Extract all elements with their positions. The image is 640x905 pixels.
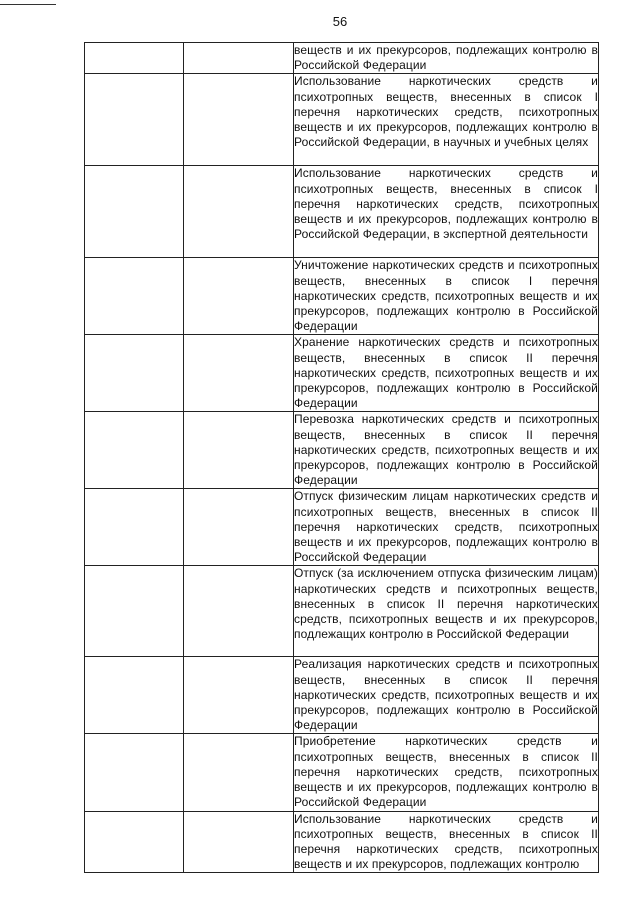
empty-cell [85, 566, 184, 657]
empty-cell [85, 43, 184, 74]
table-row [85, 734, 599, 811]
activity-description: Перевозка наркотических средств и психотропных веществ, внесенных в список II перечня наркотических средств, психотропных веществ и их прекурсоров, подлежащих контролю в Российской Федерации [294, 412, 598, 488]
empty-cell [85, 412, 184, 489]
activity-description: Реализация наркотических средств и психотропных веществ, внесенных в список II перечня наркотических средств, психотропных веществ и их прекурсоров, подлежащих контролю в Российской Федерации [294, 657, 598, 733]
empty-cell [184, 412, 294, 489]
empty-cell [184, 74, 294, 166]
activity-description: Использование наркотических средств и психотропных веществ, внесенных в список I перечня наркотических средств, психотропных веществ и их прекурсоров, подлежащих контролю в Российской Федерации, в научных и учебных целях [294, 74, 599, 166]
empty-cell [85, 166, 184, 258]
activity-description: Уничтожение наркотических средств и психотропных веществ, внесенных в список I перечня наркотических средств, психотропных веществ и их прекурсоров, подлежащих контролю в Российской Федерации [294, 258, 598, 334]
table-row [85, 258, 599, 335]
activity-description: Хранение наркотических средств и психотропных веществ, внесенных в список II перечня наркотических средств, психотропных веществ и их прекурсоров, подлежащих контролю в Российской Федерации [294, 335, 598, 411]
activity-description: Приобретение наркотических средств и психотропных веществ, внесенных в список II перечня наркотических средств, психотропных веществ и их прекурсоров, подлежащих контролю в Российской Федерации [294, 734, 598, 810]
table-row [85, 566, 599, 657]
empty-cell [85, 811, 184, 873]
table-row [85, 335, 599, 412]
table-row [85, 43, 599, 74]
empty-cell [184, 489, 294, 566]
empty-cell [184, 166, 294, 258]
empty-cell [184, 335, 294, 412]
activity-description: Отпуск физическим лицам наркотических средств и психотропных веществ, внесенных в список II перечня наркотических средств, психотропных веществ и их прекурсоров, подлежащих контролю в Российской Федерации [294, 489, 598, 565]
empty-cell [184, 566, 294, 657]
table-row [85, 74, 599, 166]
empty-cell [85, 489, 184, 566]
table-row [85, 166, 599, 258]
table-row [85, 811, 599, 873]
corner-mark [0, 4, 56, 5]
activity-description: Использование наркотических средств и психотропных веществ, внесенных в список I перечня наркотических средств, психотропных веществ и их прекурсоров, подлежащих контролю в Российской Федерации, в экспертной деятельности [294, 166, 599, 258]
page-number: 56 [332, 14, 348, 29]
activity-table [84, 42, 599, 873]
empty-cell [85, 657, 184, 734]
empty-cell [184, 43, 294, 74]
table-row [85, 489, 599, 566]
activity-description: веществ и их прекурсоров, подлежащих контролю в Российской Федерации [294, 43, 598, 73]
empty-cell [85, 258, 184, 335]
empty-cell [184, 258, 294, 335]
empty-cell [85, 335, 184, 412]
empty-cell [85, 74, 184, 166]
empty-cell [85, 734, 184, 811]
empty-cell [184, 811, 294, 873]
activity-description: Отпуск (за исключением отпуска физическим лицам) наркотических средств и психотропных веществ, внесенных в список II перечня наркотических средств, психотропных веществ и их прекурсоров, подлежащих контролю в Российской Федерации [294, 566, 599, 657]
table-row [85, 657, 599, 734]
table-row [85, 412, 599, 489]
empty-cell [184, 734, 294, 811]
activity-description: Использование наркотических средств и психотропных веществ, внесенных в список II перечня наркотических средств, психотропных веществ и их прекурсоров, подлежащих контролю [294, 811, 598, 872]
empty-cell [184, 657, 294, 734]
